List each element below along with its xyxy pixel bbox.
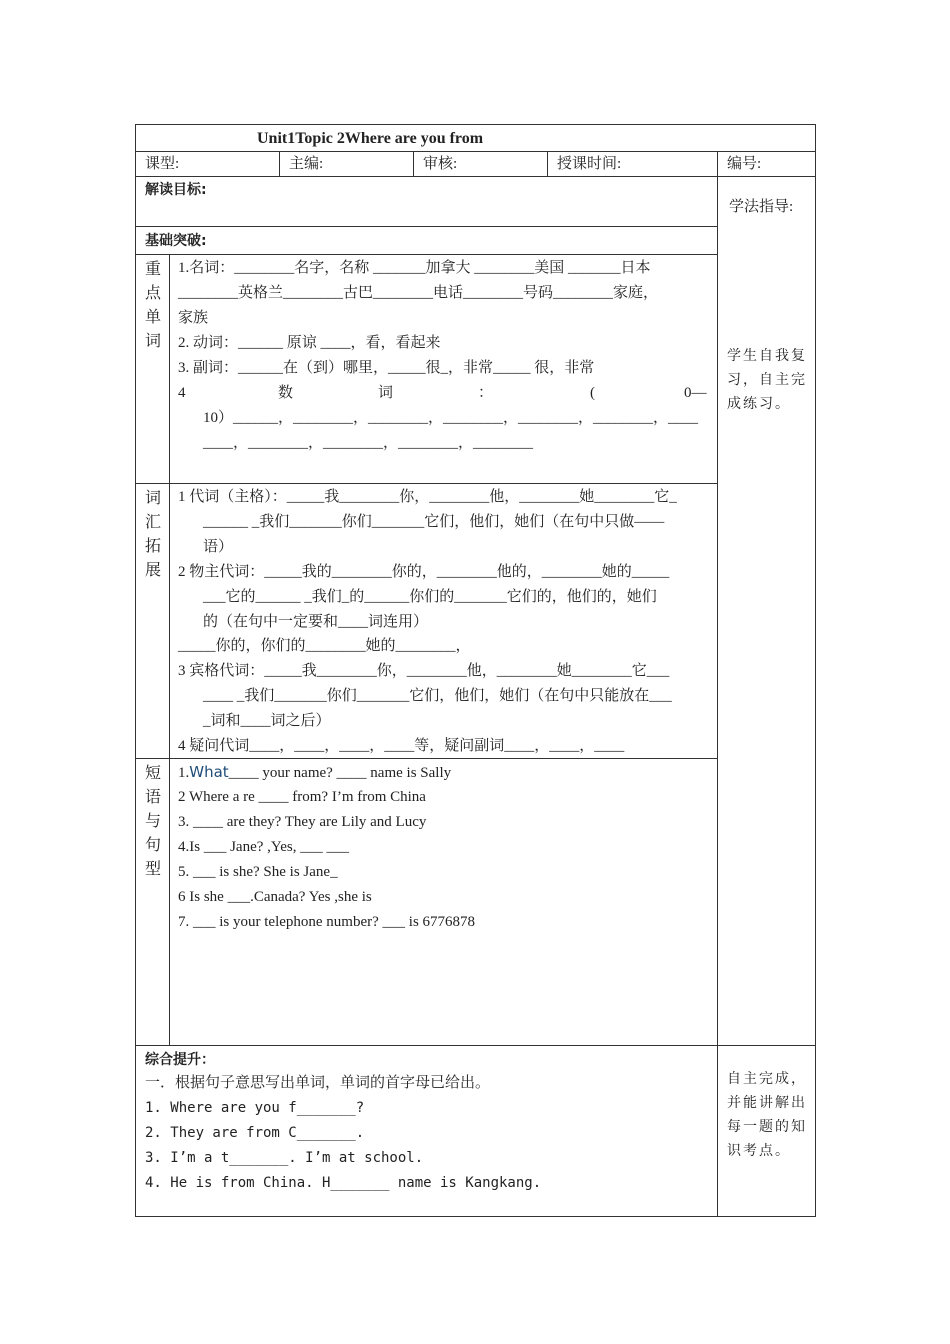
vocab-line: ___它的______ _我们_的______你们的_______它们的，他们的，她们 [203, 589, 657, 605]
phrase-line: 5. ___ is she? She is Jane_ [178, 864, 338, 880]
phrase-line: 2 Where a re ____ from? I’m from China [178, 789, 426, 805]
vocab-line: 4 疑问代词____，____，____，____等，疑问副词____，____，____ [178, 738, 625, 754]
phrase-line-prefix: 1. [178, 765, 190, 781]
key-words-line: 1.名词：________名字，名称 _______加拿大 ________美国 _______日本 [178, 260, 651, 276]
phrase-line [178, 760, 451, 786]
numeral-head-part: ( [590, 385, 595, 401]
phrase-line: 7. ___ is your telephone number? ___ is 6776878 [178, 914, 476, 930]
self-review-note: 学生自我复习，自主完成练习。 [727, 349, 807, 412]
key-words-line: 家族 [178, 310, 209, 326]
reviewer-label: 审核: [423, 156, 458, 172]
editor-label: 主编: [289, 156, 324, 172]
basic-breakthrough-heading: 基础突破: [145, 233, 207, 249]
numeral-head-part: 4 [178, 385, 186, 401]
numeral-line: ____，________，________，________，________ [203, 435, 534, 451]
number-label: 编号: [727, 156, 762, 172]
vocab-line: 2 物主代词：_____我的________你的，________他的，________她的_____ [178, 564, 670, 580]
numeral-head-part: 数 [278, 385, 294, 401]
comprehensive-instruction: 一．根据句子意思写出单词，单词的首字母已给出。 [145, 1075, 491, 1091]
exercise-item: 4. He is from China. H_______ name is Kangkang. [145, 1175, 542, 1191]
class-time-label: 授课时间: [557, 156, 622, 172]
key-words-line: 3. 副词：______在（到）哪里，_____很_，非常_____ 很，非常 [178, 360, 595, 376]
key-words-label: 重点单词 [144, 261, 161, 350]
vocab-line: 语） [203, 539, 234, 555]
page-title: Unit1Topic 2Where are you from [257, 130, 484, 147]
method-guide-heading: 学法指导: [729, 199, 794, 215]
vocab-line: _词和____词之后） [203, 713, 331, 729]
numeral-head-part: 词 [378, 385, 394, 401]
comprehensive-heading: 综合提升： [145, 1052, 215, 1068]
phrase-line-rest: ____ your name? ____ name is Sally [228, 765, 452, 781]
vocab-line: 3 宾格代词：_____我________你，________他，________她________它___ [178, 663, 670, 679]
what-word: What [189, 763, 229, 781]
self-complete-note: 自主完成，并能讲解出每一题的知识考点。 [727, 1072, 807, 1159]
phrase-line: 6 Is she ___.Canada? Yes ,she is [178, 889, 372, 905]
vocab-expansion-label: 词汇拓展 [144, 490, 161, 579]
numeral-head-part: ： [478, 385, 494, 401]
vocab-line: _____你的，你们的________她的________， [178, 638, 471, 654]
reading-goal-heading: 解读目标: [145, 182, 207, 198]
exercise-item: 3. I’m a t_______. I’m at school. [145, 1150, 424, 1166]
vocab-line: 的（在句中一定要和____词连用） [203, 614, 429, 630]
vocab-line: ____ _我们_______你们_______它们，他们，她们（在句中只能放在___ [203, 688, 672, 704]
key-words-line: ________英格兰________古巴________电话________号码________家庭， [178, 285, 659, 301]
phrase-line: 4.Is ___ Jane? ,Yes, ___ ___ [178, 839, 349, 855]
vocab-line: ______ _我们_______你们_______它们，他们，她们（在句中只做—— [203, 514, 665, 530]
exercise-item: 1. Where are you f_______? [145, 1100, 365, 1116]
key-words-line: 2. 动词：______ 原谅 ____，看，看起来 [178, 335, 441, 351]
numeral-head-part: 0— [684, 385, 707, 401]
course-type-label: 课型: [145, 156, 180, 172]
numeral-line: 10）______，________，________，________，________，________，____ [203, 410, 699, 426]
exercise-item: 2. They are from C_______. [145, 1125, 365, 1141]
vocab-line: 1 代词（主格）：_____我________你，________他，________她________它_ [178, 489, 677, 505]
phrase-line: 3. ____ are they? They are Lily and Lucy [178, 814, 427, 830]
phrases-label: 短语与句型 [144, 765, 161, 878]
